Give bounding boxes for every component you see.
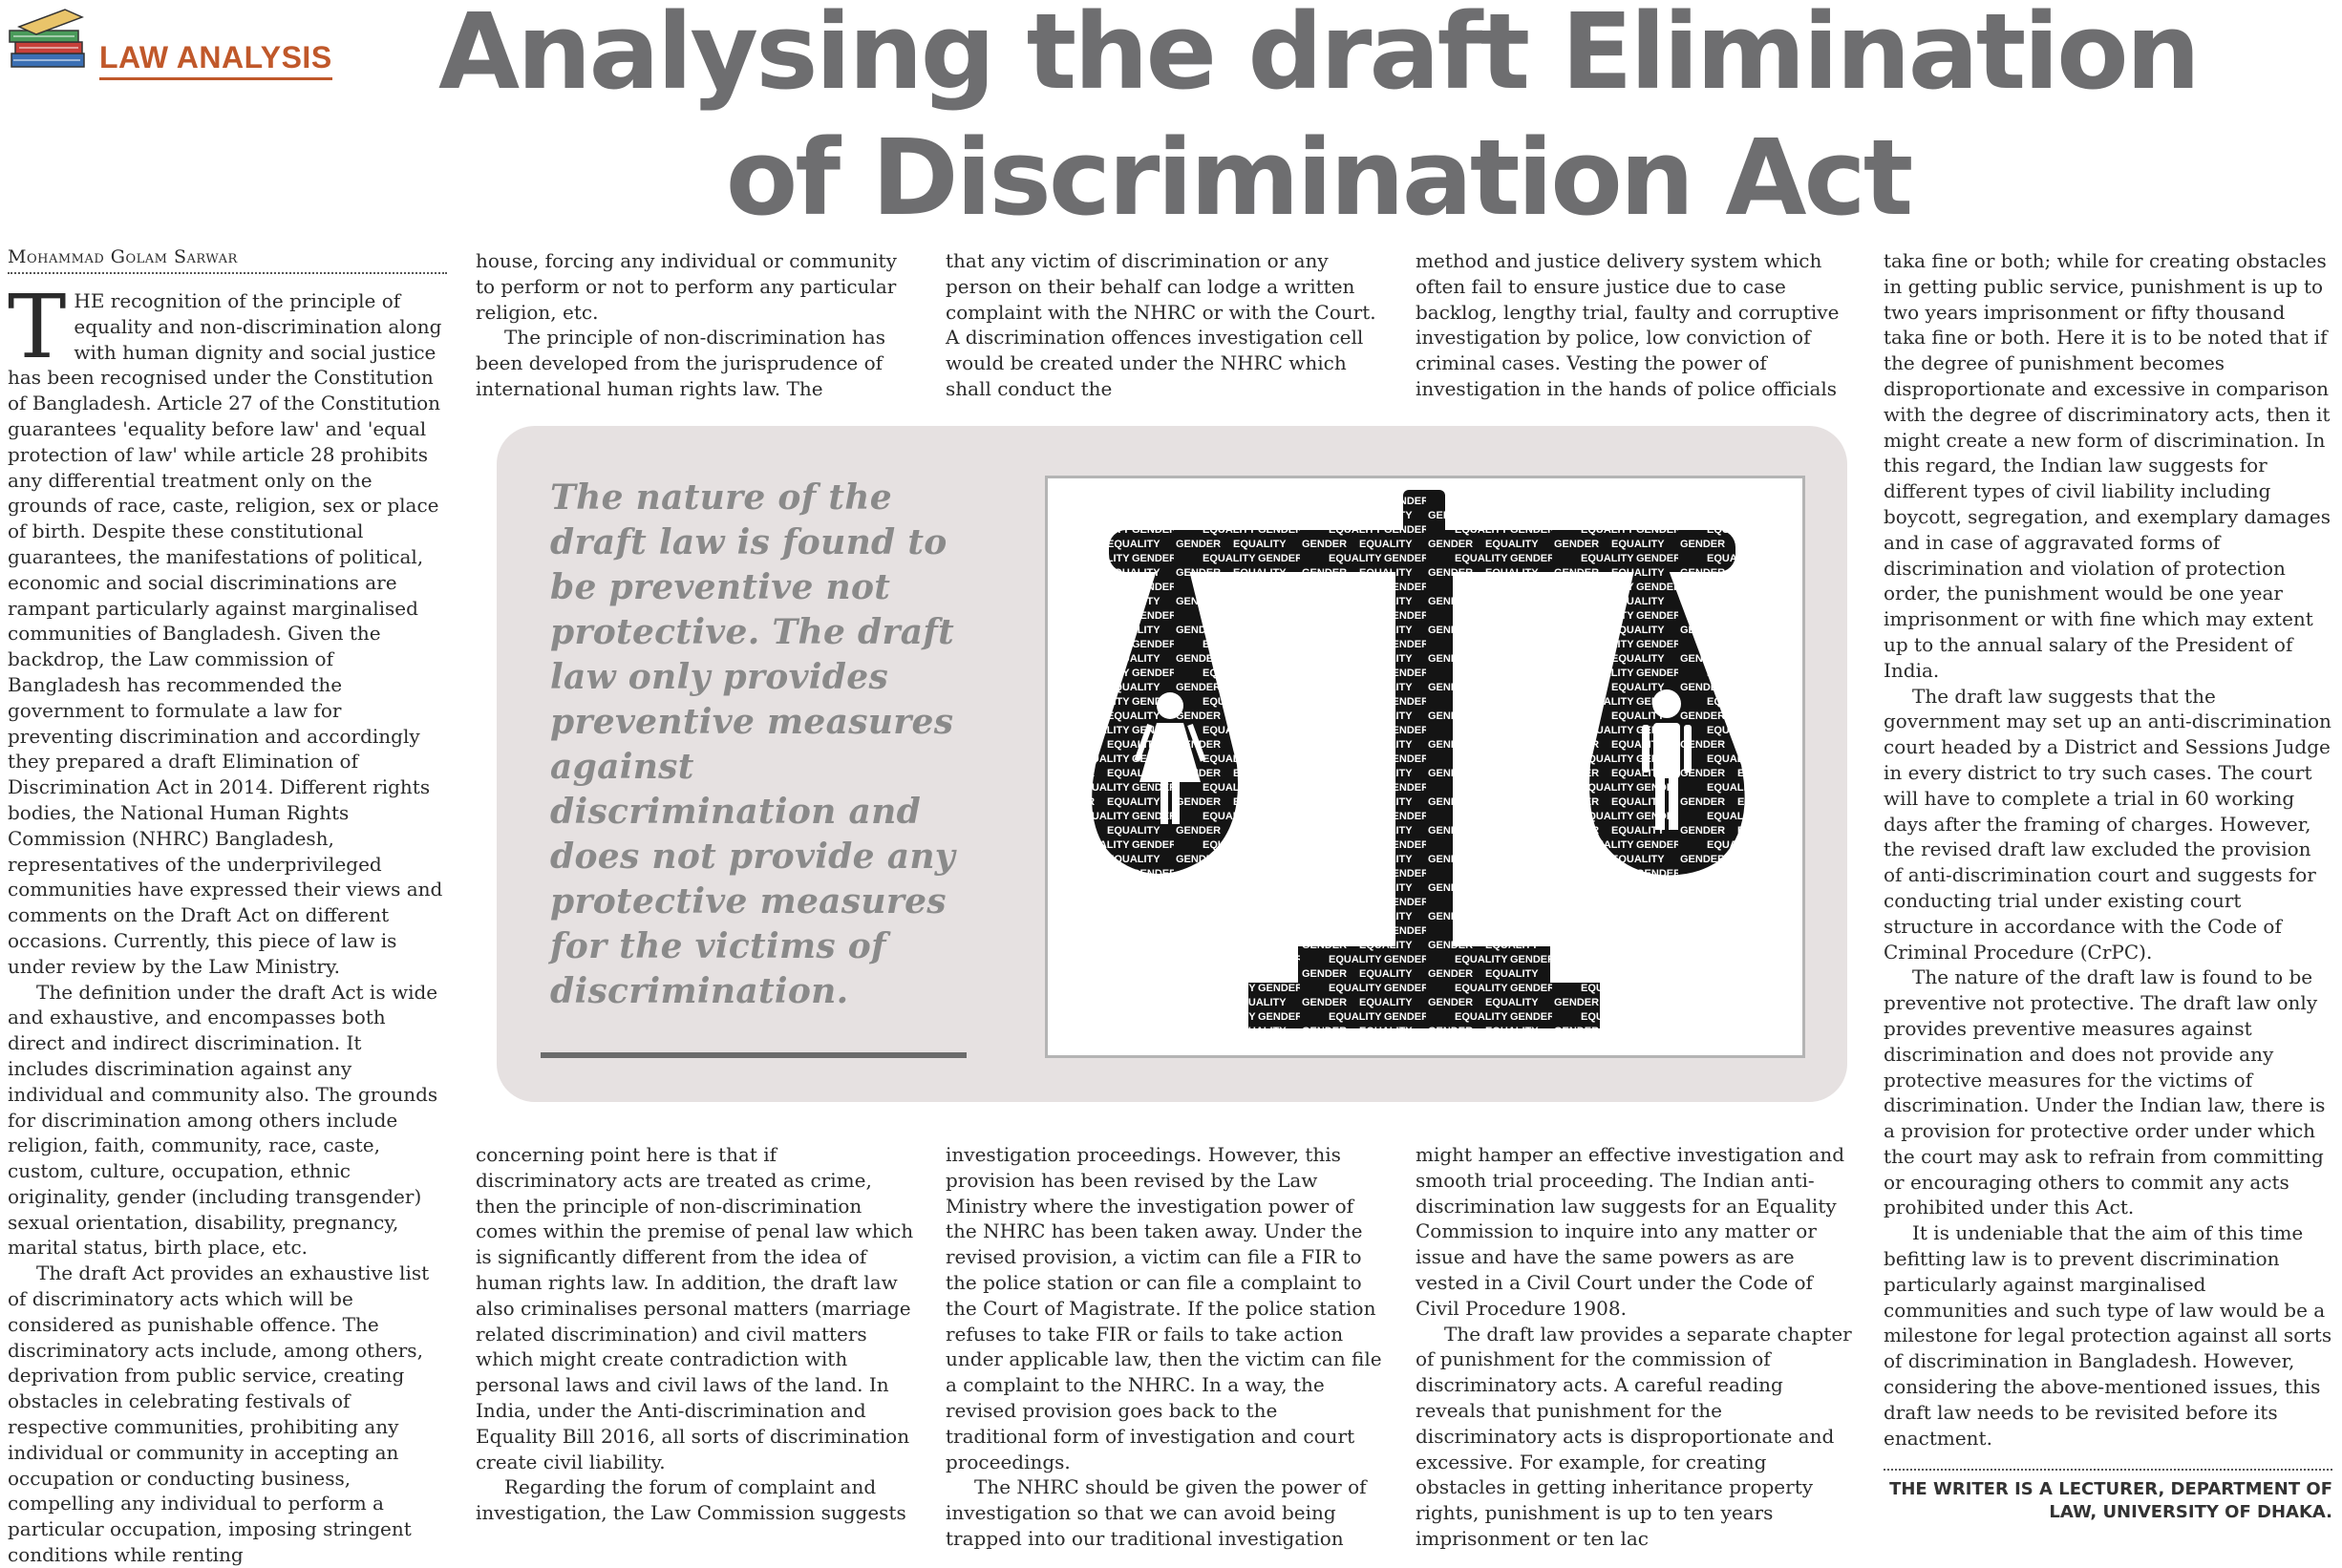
books-icon: [6, 4, 97, 78]
paragraph: It is undeniable that the aim of this time befitting law is to prevent discrimination particularly against marginalised communities and such type of law would be a milestone for legal protection against all sorts of discrimination in Bangladesh. However, considering the above-mentioned issues, this draft law needs to be revisited before its enactment.: [1884, 1221, 2332, 1450]
article-column-3-bottom: [946, 1142, 1385, 1552]
article-column-3-top: [946, 248, 1385, 402]
section-logo: [6, 0, 332, 86]
article-column-2-bottom: [476, 1142, 915, 1526]
paragraph: The principle of non-discrimination has been developed from the jurisprudence of international human rights law. The: [476, 326, 885, 400]
paragraph: The draft Act provides an exhaustive list of discriminatory acts which will be considered as punishable offence. The discriminatory acts include, among others, deprivation from public service, creating obstacles in celebrating festivals of respective communities, prohibiting any individual or community in accepting an occupation or conducting business, compelling any individual to perform a particular occupation, imposing stringent conditions while renting: [8, 1261, 430, 1567]
paragraph: house, forcing any individual or community to perform or not to perform any particular religion, etc.: [476, 249, 897, 324]
section-label: LAW ANALYSIS: [99, 40, 332, 80]
feature-box: [497, 426, 1847, 1102]
article-column-2-top: [476, 248, 915, 402]
paragraph: The NHRC should be given the power of investigation so that we can avoid being trapped into our traditional investigation: [946, 1475, 1367, 1550]
article-column-5: [1884, 248, 2332, 1451]
gender-equality-scales-icon: [1048, 478, 1802, 1055]
paragraph: investigation proceedings. However, this provision has been revised by the Law Ministry where the investigation power of the NHRC has been taken away. Under the revised provision, a victim can file a FIR to the police station or can file a complaint to the Court of Magistrate. If the police station refuses to take FIR or fails to take action under applicable law, then the victim can file a complaint to the NHRC. In a way, the revised provision goes back to the traditional form of investigation and court proceedings.: [946, 1143, 1382, 1473]
paragraph: concerning point here is that if discriminatory acts are treated as crime, then the principle of non-discrimination comes within the premise of penal law which is significantly different from the idea of human rights law. In addition, the draft law also criminalises personal matters (marriage related discrimination) and civil matters which might create contradiction with personal laws and civil laws of the land. In India, under the Anti-discrimination and Equality Bill 2016, all sorts of discrimination create civil liability.: [476, 1143, 914, 1473]
scale-base-lower: [1248, 983, 1600, 1028]
paragraph: The definition under the draft Act is wide and exhaustive, and encompasses both direct and indirect discrimination. It includes discrimination against any individual and community also. The grounds for discrimination among others include religion, faith, community, race, caste, custom, culture, occupation, ethnic originality, gender (including transgender) sexual orientation, disability, pregnancy, marital status, birth place, etc.: [8, 980, 438, 1260]
pull-quote: The nature of the draft law is found to be preventive not protective. The draft law only provides preventive measures against discrimination and does not provide any protective measures for the victims of discrimination.: [550, 477, 956, 1011]
headline: Analysing the draft Elimination of Discrimination Act: [438, 0, 2198, 239]
paragraph: Regarding the forum of complaint and investigation, the Law Commission suggests: [476, 1475, 906, 1525]
byline: Mohammad Golam Sarwar: [8, 246, 447, 274]
paragraph: [8, 276, 447, 980]
article-column-1: [8, 276, 447, 1568]
scale-base-upper: [1298, 946, 1550, 985]
drop-cap: T: [8, 276, 67, 378]
paragraph: method and justice delivery system which often fail to ensure justice due to case backlog, lengthy trial, faulty and corruptive investigation by police, low conviction of criminal cases. Vesting the power of investigation in the hands of police officials: [1416, 249, 1840, 400]
article-column-4-bottom: [1416, 1142, 1855, 1552]
illustration-frame: [1045, 476, 1805, 1058]
paragraph: might hamper an effective investigation and smooth trial proceeding. The Indian anti-discrimination law suggests for an Equality Commission to inquire into any matter or issue and have the same powers as are vested in a Civil Court under the Code of Civil Procedure 1908.: [1416, 1143, 1845, 1320]
scale-pan-left: [1092, 570, 1238, 874]
paragraph: The nature of the draft law is found to be preventive not protective. The draft law only provides preventive measures against discrimination and does not provide any protective measures for the victims of discrimination. Under the Indian law, there is a provision for protective order under which the court may ask to refrain from committing or encouraging others to commit any acts prohibited under this Act.: [1884, 965, 2326, 1219]
scale-pillar: [1395, 536, 1453, 950]
scale-knob: [1403, 490, 1445, 536]
paragraph: The draft law provides a separate chapter of punishment for the commission of discriminatory acts. A careful reading reveals that punishment for the discriminatory acts is disproportionate and excessive. For example, for creating obstacles in getting inheritance property rights, punishment is up to ten years imprisonment or ten lac: [1416, 1322, 1852, 1550]
article-column-4-top: [1416, 248, 1855, 402]
paragraph: The draft law suggests that the government may set up an anti-discrimination court headed by a District and Sessions Judge in every district to try such cases. The court will have to complete a trial in 60 working days after the framing of charges. However, the revised draft law excluded the provision of anti-discrimination court and suggests for conducting trial under existing court structure in accordance with the Code of Criminal Procedure (CrPC).: [1884, 684, 2331, 964]
author-credit: THE WRITER IS A LECTURER, DEPARTMENT OF LAW, UNIVERSITY OF DHAKA.: [1884, 1469, 2332, 1524]
paragraph: that any victim of discrimination or any person on their behalf can lodge a written complaint with the NHRC or with the Court. A discrimination offences investigation cell would be created under the NHRC which shall conduct the: [946, 249, 1376, 400]
paragraph: taka fine or both; while for creating obstacles in getting public service, punishment is up to two years imprisonment or fifty thousand taka fine or both. Here it is to be noted that if the degree of punishment becomes disproportionate and excessive in comparison with the degree of discriminatory acts, then it might create a new form of discrimination. In this regard, the Indian law suggests for different types of civil liability including boycott, segregation, and exemplary damages and in case of aggravated forms of discrimination and violation of protection order, the punishment would be one year imprisonment or with fine which may extent up to the annual salary of the President of India.: [1884, 249, 2331, 682]
scale-pan-right: [1589, 570, 1745, 876]
pull-quote-rule: [541, 1052, 967, 1058]
paragraph-text: HE recognition of the principle of equality and non-discrimination along with human dignity and social justice has been recognised under the Constitution of Bangladesh. Article 27 of the Constitution guarantees 'equality before law' and 'equal protection of law' while article 28 prohibits any differential treatment only on the grounds of race, caste, religion, sex or place of birth. Despite these constitutional guarantees, the manifestations of political, economic and social discriminations are rampant particularly against marginalised communities of Bangladesh. Given the backdrop, the Law commission of Bangladesh has recommended the government to formulate a law for preventing discrimination and accordingly they prepared a draft Elimination of Discrimination Act in 2014. Different rights bodies, the National Human Rights Commission (NHRC) Bangladesh, representatives of the underprivileged communities have expressed their views and comments on the Draft Act on different occasions. Currently, this piece of law is under review by the Law Ministry.: [8, 289, 443, 978]
